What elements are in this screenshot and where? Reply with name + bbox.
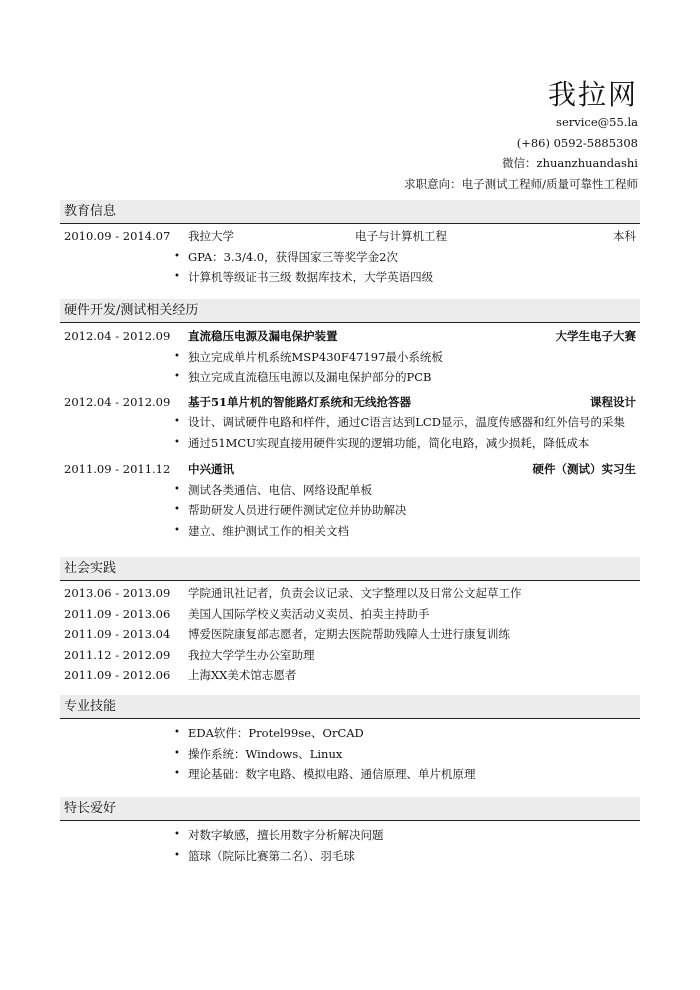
bullet-icon: • — [174, 250, 180, 262]
date-range: 2013.06 - 2013.09 — [64, 586, 171, 600]
social-text: 我拉大学学生办公室助理 — [188, 647, 315, 662]
list-item: • 通过51MCU实现直接用硬件实现的逻辑功能，简化电路，减少损耗，降低成本 — [60, 433, 640, 454]
social-text: 学院通讯社记者，负责会议记录、文字整理以及日常公文起草工作 — [188, 586, 522, 600]
list-item: • 测试各类通信、电信、网络设配单板 — [60, 480, 640, 501]
social-text: 博爱医院康复部志愿者，定期去医院帮助残障人士进行康复训练 — [188, 627, 510, 641]
list-item: • GPA：3.3/4.0，获得国家三等奖学金2次 — [60, 247, 640, 268]
list-item: • EDA软件：Protel99se、OrCAD — [60, 723, 640, 744]
bullet-icon: • — [174, 483, 180, 495]
education-row — [60, 226, 640, 247]
social-row — [60, 624, 640, 645]
email: service@55.la — [556, 115, 638, 129]
social-text: 上海XX美术馆志愿者 — [188, 668, 297, 682]
experience-tag: 大学生电子大赛 — [555, 329, 636, 343]
experience-tag: 课程设计 — [590, 394, 636, 409]
school-name: 我拉大学 — [188, 229, 234, 243]
social-row — [60, 665, 640, 686]
list-item: • 操作系统：Windows、Linux — [60, 744, 640, 765]
list-item: • 篮球（院际比赛第二名）、羽毛球 — [60, 846, 640, 867]
skills-section — [60, 695, 640, 785]
list-item: • 理论基础：数字电路、模拟电路、通信原理、单片机原理 — [60, 764, 640, 785]
bullet-icon: • — [174, 416, 180, 427]
hobbies-section — [60, 797, 640, 866]
date-range: 2012.04 - 2012.09 — [64, 329, 171, 343]
date-range: 2011.09 - 2013.04 — [64, 627, 171, 641]
experience-tag: 硬件（测试）实习生 — [532, 462, 636, 476]
social-row — [60, 604, 640, 625]
candidate-name: 我拉网 — [547, 78, 638, 111]
resume-header — [404, 78, 638, 194]
bullet-icon: • — [174, 271, 180, 282]
section-heading: 特长爱好 — [60, 797, 640, 821]
degree: 本科 — [613, 229, 636, 243]
section-heading: 硬件开发/测试相关经历 — [60, 299, 640, 323]
job-intent: 求职意向：电子测试工程师/质量可靠性工程师 — [404, 176, 638, 191]
social-text: 美国人国际学校义卖活动义卖员、拍卖主持助手 — [188, 606, 430, 621]
bullet-icon: • — [174, 829, 180, 840]
social-row — [60, 583, 640, 604]
section-heading: 教育信息 — [60, 200, 640, 224]
bullet-icon: • — [174, 350, 180, 362]
list-item: • 对数字敏感，擅长用数字分析解决问题 — [60, 825, 640, 846]
experience-title: 基于51单片机的智能路灯系统和无线抢答器 — [188, 394, 412, 409]
education-section — [60, 200, 640, 288]
bullet-icon: • — [174, 524, 180, 536]
experience-section — [60, 299, 640, 541]
experience-row — [60, 459, 640, 480]
experience-row — [60, 326, 640, 347]
experience-title: 中兴通讯 — [188, 462, 234, 476]
bullet-icon: • — [174, 727, 180, 738]
list-item: • 独立完成单片机系统MSP430F47197最小系统板 — [60, 347, 640, 368]
list-item: • 设计、调试硬件电路和样件，通过C语言达到LCD显示，温度传感器和红外信号的采集 — [60, 412, 640, 433]
bullet-icon: • — [174, 768, 180, 779]
date-range: 2011.09 - 2011.12 — [64, 462, 171, 476]
social-section — [60, 557, 640, 686]
list-item: • 独立完成直流稳压电源以及漏电保护部分的PCB — [60, 367, 640, 388]
date-range: 2011.09 - 2013.06 — [64, 606, 171, 621]
experience-row — [60, 392, 640, 413]
section-heading: 社会实践 — [60, 557, 640, 581]
experience-title: 直流稳压电源及漏电保护装置 — [188, 329, 338, 343]
wechat: 微信：zhuanzhuandashi — [502, 156, 638, 170]
bullet-icon: • — [174, 747, 180, 759]
list-item: • 建立、维护测试工作的相关文档 — [60, 521, 640, 542]
bullet-icon: • — [174, 371, 180, 382]
date-range: 2011.09 - 2012.06 — [64, 668, 171, 682]
date-range: 2012.04 - 2012.09 — [64, 394, 171, 409]
list-item: • 帮助研发人员进行硬件测试定位并协助解决 — [60, 500, 640, 521]
date-range: 2011.12 - 2012.09 — [64, 647, 171, 662]
major: 电子与计算机工程 — [355, 229, 447, 243]
bullet-icon: • — [174, 849, 180, 861]
date-range: 2010.09 - 2014.07 — [64, 229, 171, 243]
bullet-icon: • — [174, 504, 180, 515]
list-item: • 计算机等级证书三级 数据库技术，大学英语四级 — [60, 267, 640, 288]
phone: (+86) 0592-5885308 — [516, 135, 638, 150]
bullet-icon: • — [174, 436, 180, 448]
section-heading: 专业技能 — [60, 695, 640, 719]
social-row — [60, 645, 640, 666]
